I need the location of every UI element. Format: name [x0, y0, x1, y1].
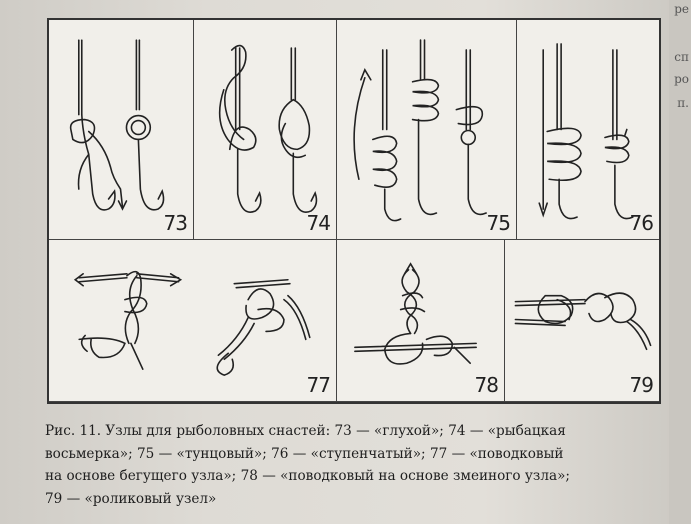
adjacent-page-edge — [669, 0, 691, 524]
panel-74 — [194, 20, 337, 240]
knots-figure — [47, 18, 661, 404]
panel-73 — [49, 20, 194, 240]
knot-77-illustration — [49, 240, 336, 401]
caption-line: 79 — «роликовый узел» — [45, 490, 217, 507]
panel-number: 79 — [629, 373, 653, 397]
panel-76 — [517, 20, 659, 240]
knot-76-illustration — [517, 20, 659, 239]
panel-number: 75 — [486, 211, 510, 235]
figure-caption — [45, 420, 663, 510]
knot-75-illustration — [337, 20, 516, 239]
knot-74-illustration — [194, 20, 336, 239]
caption-line: на основе бегущего узла»; 78 — «поводковый на основе змеиного узла»; — [45, 468, 570, 484]
margin-text: ре — [674, 2, 689, 16]
panel-number: 74 — [306, 211, 330, 235]
knot-73-illustration — [49, 20, 193, 239]
panel-number: 77 — [306, 373, 330, 397]
caption-line: Рис. 11. Узлы для рыболовных снастей: 73 — «глухой»; 74 — «рыбацкая — [45, 423, 566, 439]
panel-number: 73 — [163, 211, 187, 235]
caption-line: восьмерка»; 75 — «тунцовый»; 76 — «ступенчатый»; 77 — «поводковый — [45, 445, 564, 462]
panel-78 — [337, 240, 505, 402]
panel-number: 76 — [629, 211, 653, 235]
panel-77 — [49, 240, 337, 402]
margin-text: ро — [674, 72, 689, 86]
panel-79 — [505, 240, 659, 402]
margin-text: п. — [677, 96, 689, 110]
panel-number: 78 — [474, 373, 498, 397]
margin-text: сп — [674, 50, 689, 64]
panel-75 — [337, 20, 517, 240]
